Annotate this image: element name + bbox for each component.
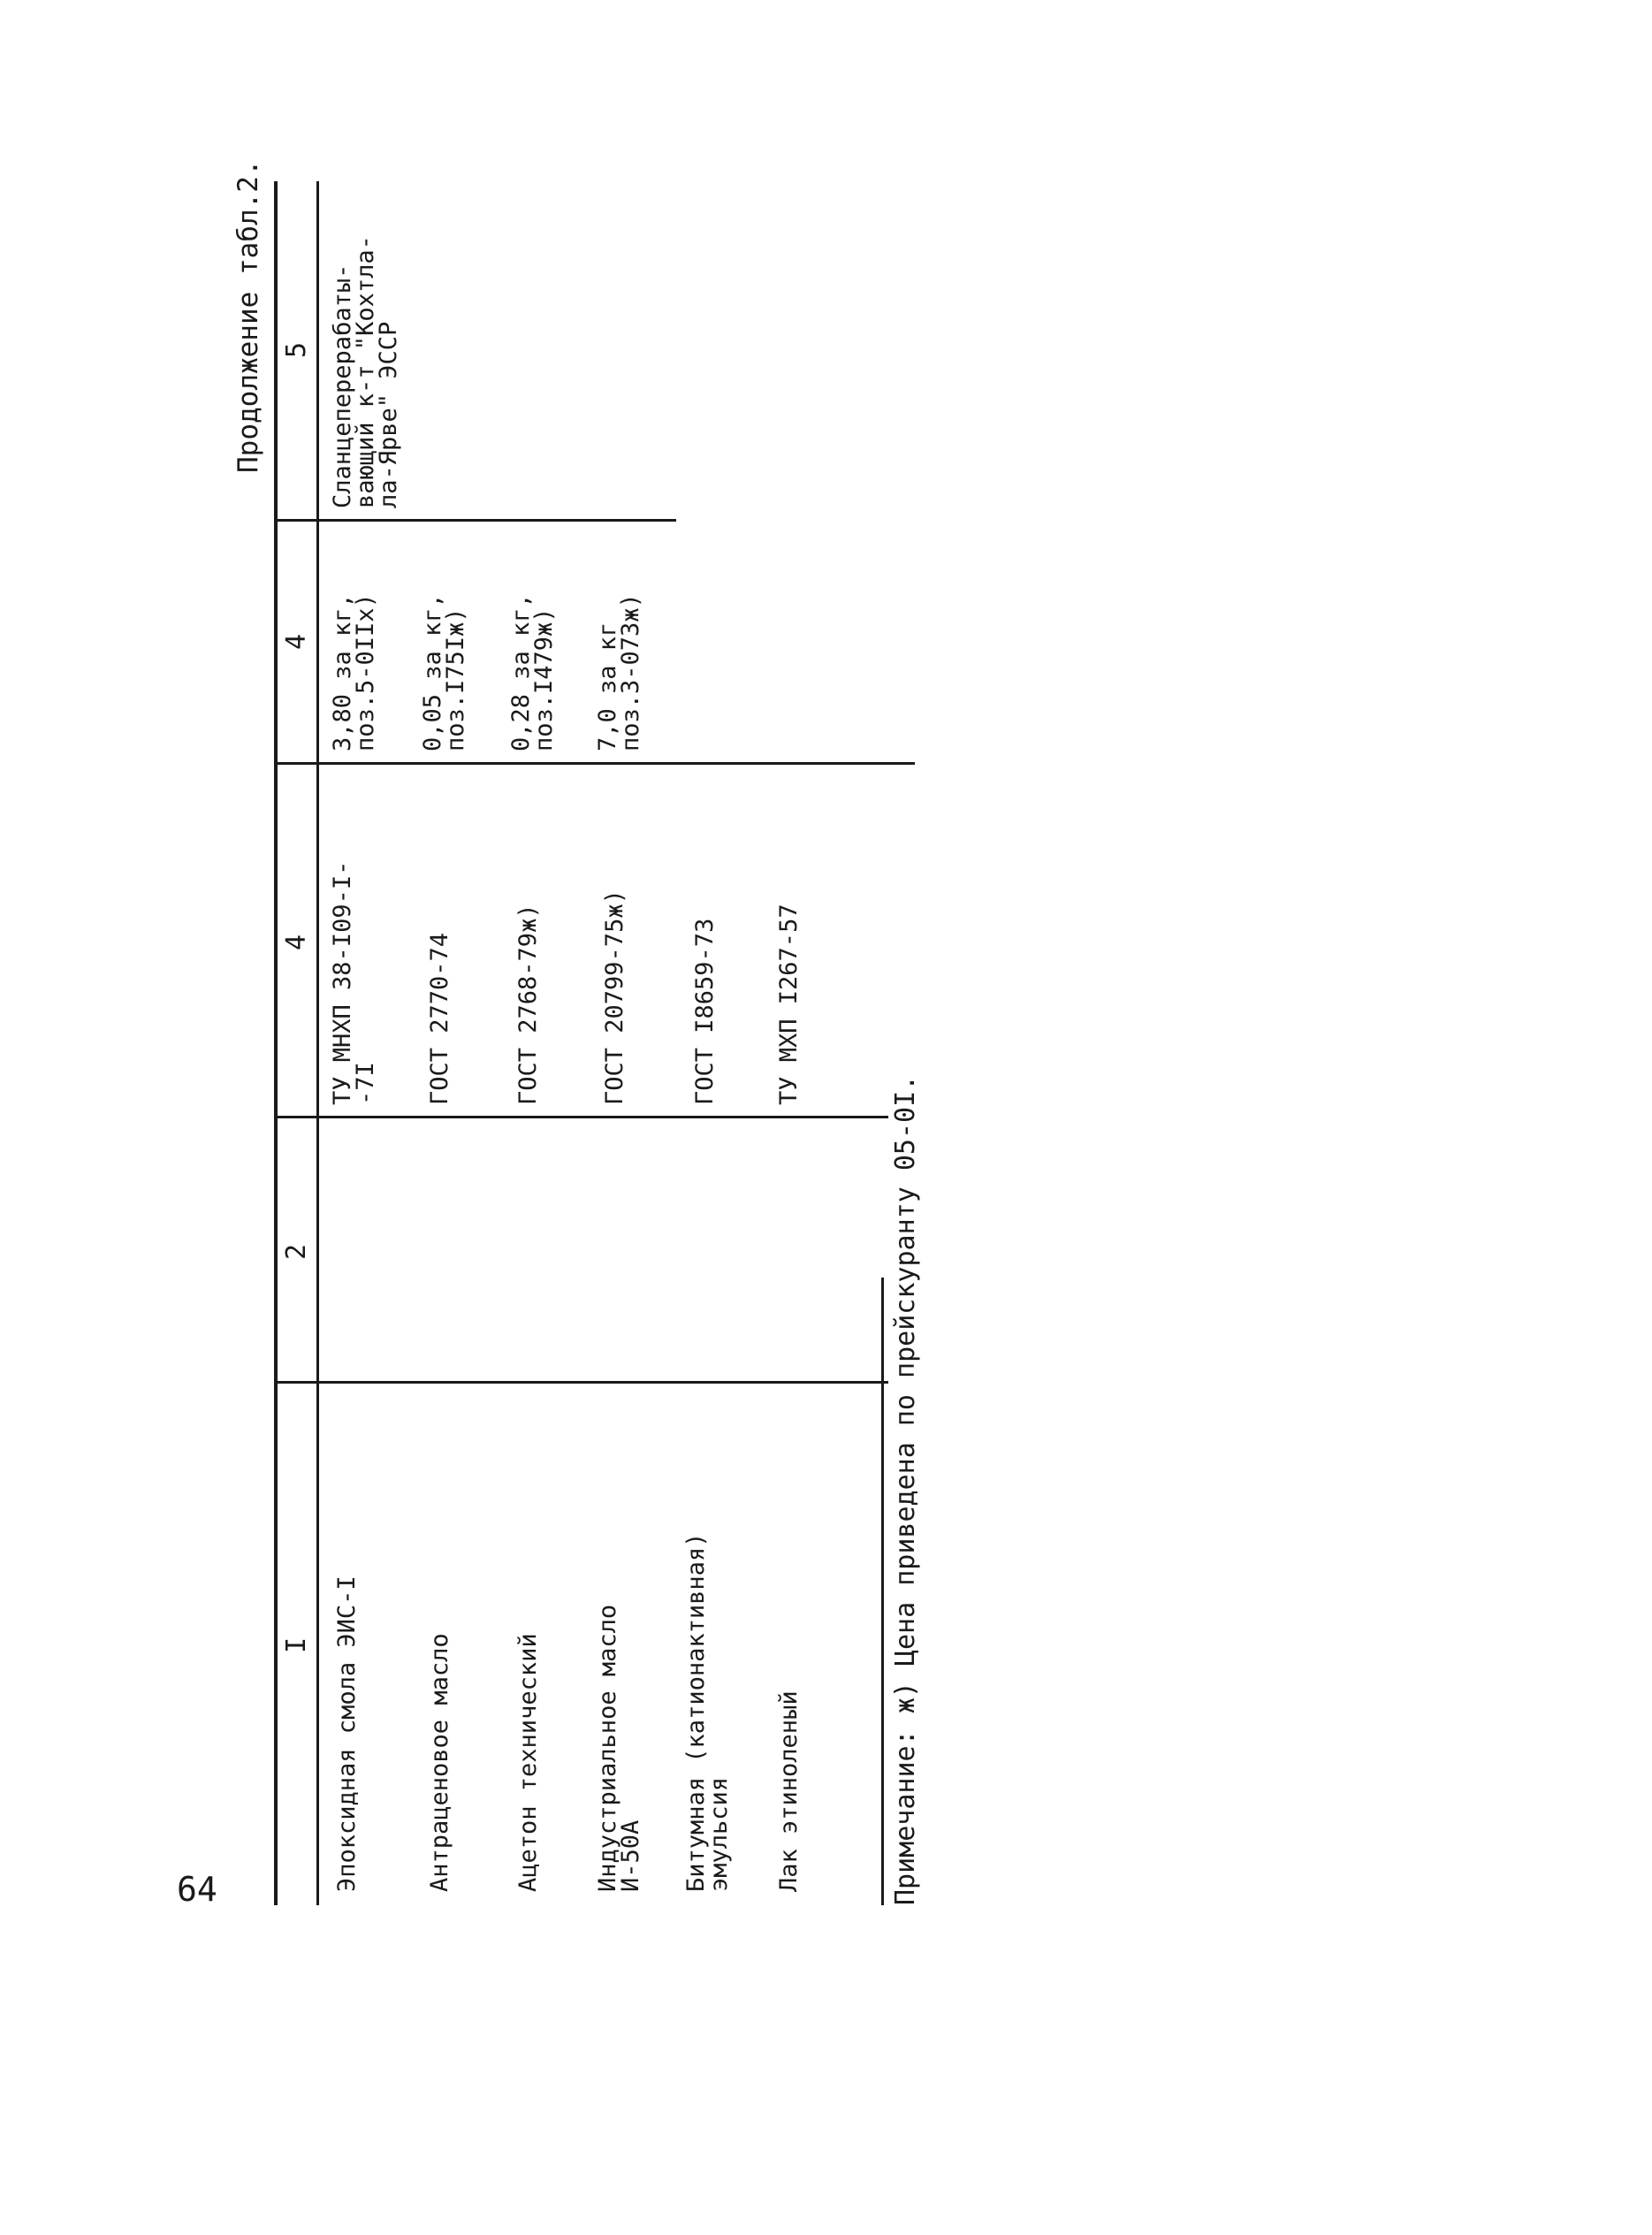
rotated-table-block [225, 137, 1021, 1905]
row6-col3: ТУ МХП I267-57 [775, 904, 803, 1105]
table-note: Примечание: ж) Цена приведена по прейскуранту 05-0I. [890, 1074, 921, 1905]
row4-col1: Индустриальное масло И-50А [594, 1604, 644, 1892]
row3-col3: ГОСТ 2768-79ж) [514, 904, 542, 1105]
page-number: 64 [177, 1870, 217, 1909]
header-bottom-border [316, 181, 319, 1905]
row1-col1: Эпоксидная смола ЭИС-I [333, 1575, 361, 1892]
note-rule [881, 1278, 884, 1905]
row3-col1: Ацетон технический [514, 1633, 542, 1892]
row2-col4: 0,05 за кг, поз.I75Iж) [419, 593, 469, 751]
col-sep-2 [274, 1116, 888, 1118]
row1-col4: 3,80 за кг, поз.5-0IIх) [329, 593, 379, 751]
header-col-1: I [281, 1636, 312, 1653]
table [225, 172, 1021, 1905]
row5-col1: Битумная (катионактивная) эмульсия [682, 1532, 733, 1892]
row3-col4: 0,28 за кг, поз.I479ж) [507, 593, 558, 751]
row4-col4: 7,0 за кг поз.3-073ж) [594, 593, 644, 751]
row1-col5: Сланцеперерабаты- вающий к-т "Кохтла- ла-Ярве" ЭССР [329, 235, 402, 508]
row4-col3: ГОСТ 20799-75ж) [601, 889, 628, 1105]
col-sep-1 [274, 1381, 888, 1384]
col-sep-3 [274, 762, 915, 765]
header-col-5: 5 [281, 341, 312, 358]
table-caption: Продолжение табл.2. [232, 159, 264, 473]
col-sep-4 [274, 519, 676, 522]
header-col-2: 2 [281, 1243, 312, 1260]
row5-col3: ГОСТ I8659-73 [691, 918, 719, 1105]
row6-col1: Лак этиноленый [775, 1690, 803, 1892]
table-top-border [274, 181, 278, 1905]
row1-col3: ТУ МНХП 38-I09-I- -7I [329, 860, 379, 1105]
row2-col3: ГОСТ 2770-74 [426, 932, 453, 1105]
row2-col1: Антраценовое масло [426, 1633, 453, 1892]
header-col-4: 4 [281, 633, 312, 650]
header-col-3: 4 [281, 934, 312, 950]
